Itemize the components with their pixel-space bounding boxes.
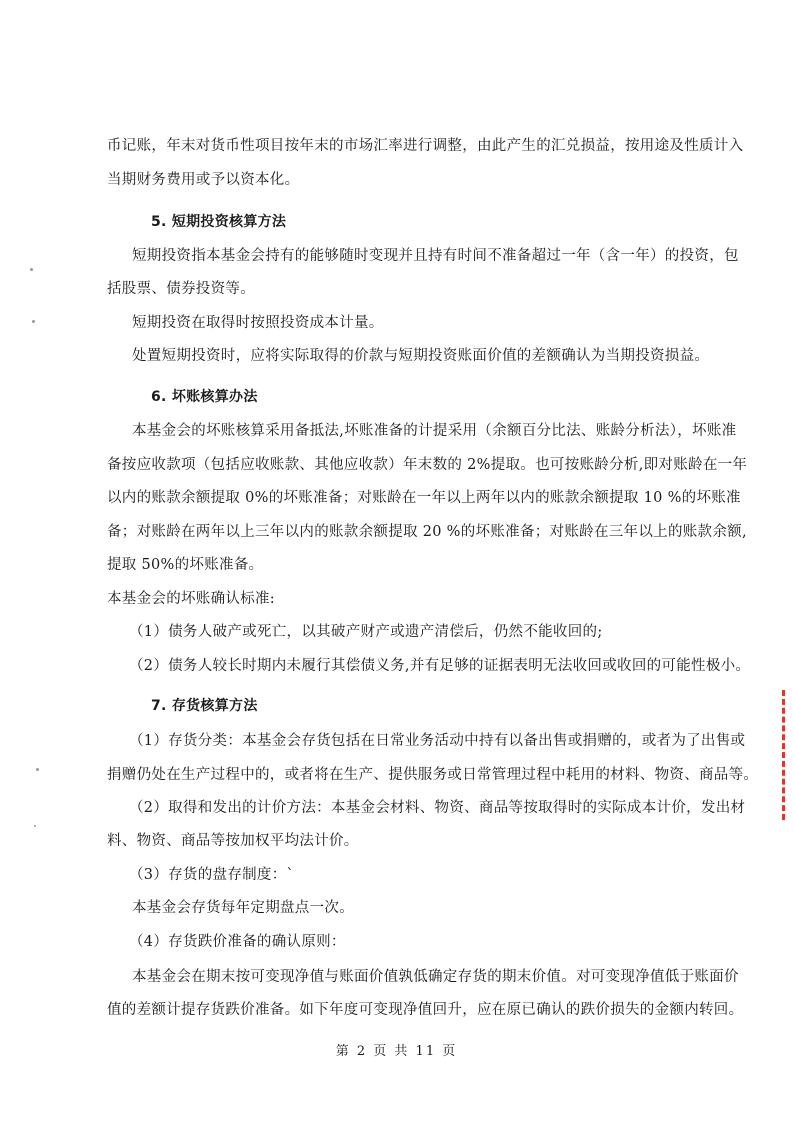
- list-item: （2）债务人较长时期内未履行其偿债义务,并有足够的证据表明无法收回或收回的可能性极小。: [129, 658, 751, 674]
- body-line: 短期投资指本基金会持有的能够随时变现并且持有时间不准备超过一年（含一年）的投资，包: [132, 248, 739, 264]
- section-heading-short-investment: 5. 短期投资核算方法: [151, 214, 287, 230]
- scan-speck: [30, 268, 33, 271]
- section-heading-inventory: 7. 存货核算方法: [151, 698, 258, 714]
- body-line: 处置短期投资时，应将实际取得的价款与短期投资账面价值的差额确认为当期投资损益。: [132, 348, 710, 364]
- list-item: （1）存货分类：本基金会存货包括在日常业务活动中持有以备出售或捐赠的，或者为了出售或: [129, 733, 746, 749]
- body-line: 备；对账龄在两年以上三年以内的账款余额提取 20 %的坏账准备；对账龄在三年以上的账款余额,: [107, 524, 747, 540]
- list-item: （4）存货跌价准备的确认原则：: [129, 934, 346, 950]
- body-line: 本基金会在期末按可变现净值与账面价值孰低确定存货的期末价值。对可变现净值低于账面价: [132, 969, 739, 985]
- list-item: （2）取得和发出的计价方法：本基金会材料、物资、商品等按取得时的实际成本计价，发出材: [129, 800, 746, 816]
- seal-edge-mark: [782, 690, 791, 820]
- body-line: 料、物资、商品等按加权平均法计价。: [107, 833, 359, 849]
- body-line: 本基金会的坏账核算采用备抵法,坏账准备的计提采用（余额百分比法、账龄分析法），坏账准: [132, 423, 737, 439]
- body-line: 短期投资在取得时按照投资成本计量。: [132, 315, 384, 331]
- body-line: 以内的账款余额提取 0%的坏账准备；对账龄在一年以上两年以内的账款余额提取 10 %的坏账准: [107, 490, 741, 506]
- body-line: 币记账，年末对货币性项目按年末的市场汇率进行调整，由此产生的汇兑损益，按用途及性质计入: [107, 138, 744, 154]
- scan-speck: [36, 768, 39, 771]
- scan-speck: [34, 825, 36, 827]
- body-line: 括股票、债券投资等。: [107, 281, 255, 297]
- body-line: 本基金会存货每年定期盘点一次。: [132, 900, 354, 916]
- scan-speck: [32, 320, 35, 323]
- page-footer: 第 2 页 共 11 页: [335, 1044, 458, 1059]
- list-item: （3）存货的盘存制度：`: [129, 867, 295, 883]
- list-item: （1）债务人破产或死亡，以其破产财产或遗产清偿后，仍然不能收回的;: [129, 624, 603, 640]
- section-heading-bad-debt: 6. 坏账核算办法: [151, 389, 258, 405]
- body-line: 值的差额计提存货跌价准备。如下年度可变现净值回升，应在原已确认的跌价损失的金额内转回。: [107, 1002, 744, 1018]
- body-line: 捐赠仍处在生产过程中的，或者将在生产、提供服务或日常管理过程中耗用的材料、物资、商品等。: [107, 767, 759, 783]
- body-line: 备按应收款项（包括应收账款、其他应收款）年末数的 2%提取。也可按账龄分析,即对账龄在一年: [107, 457, 748, 473]
- body-line: 当期财务费用或予以资本化。: [107, 172, 300, 188]
- body-line: 提取 50%的坏账准备。: [107, 557, 264, 573]
- body-line: 本基金会的坏账确认标准:: [107, 591, 275, 607]
